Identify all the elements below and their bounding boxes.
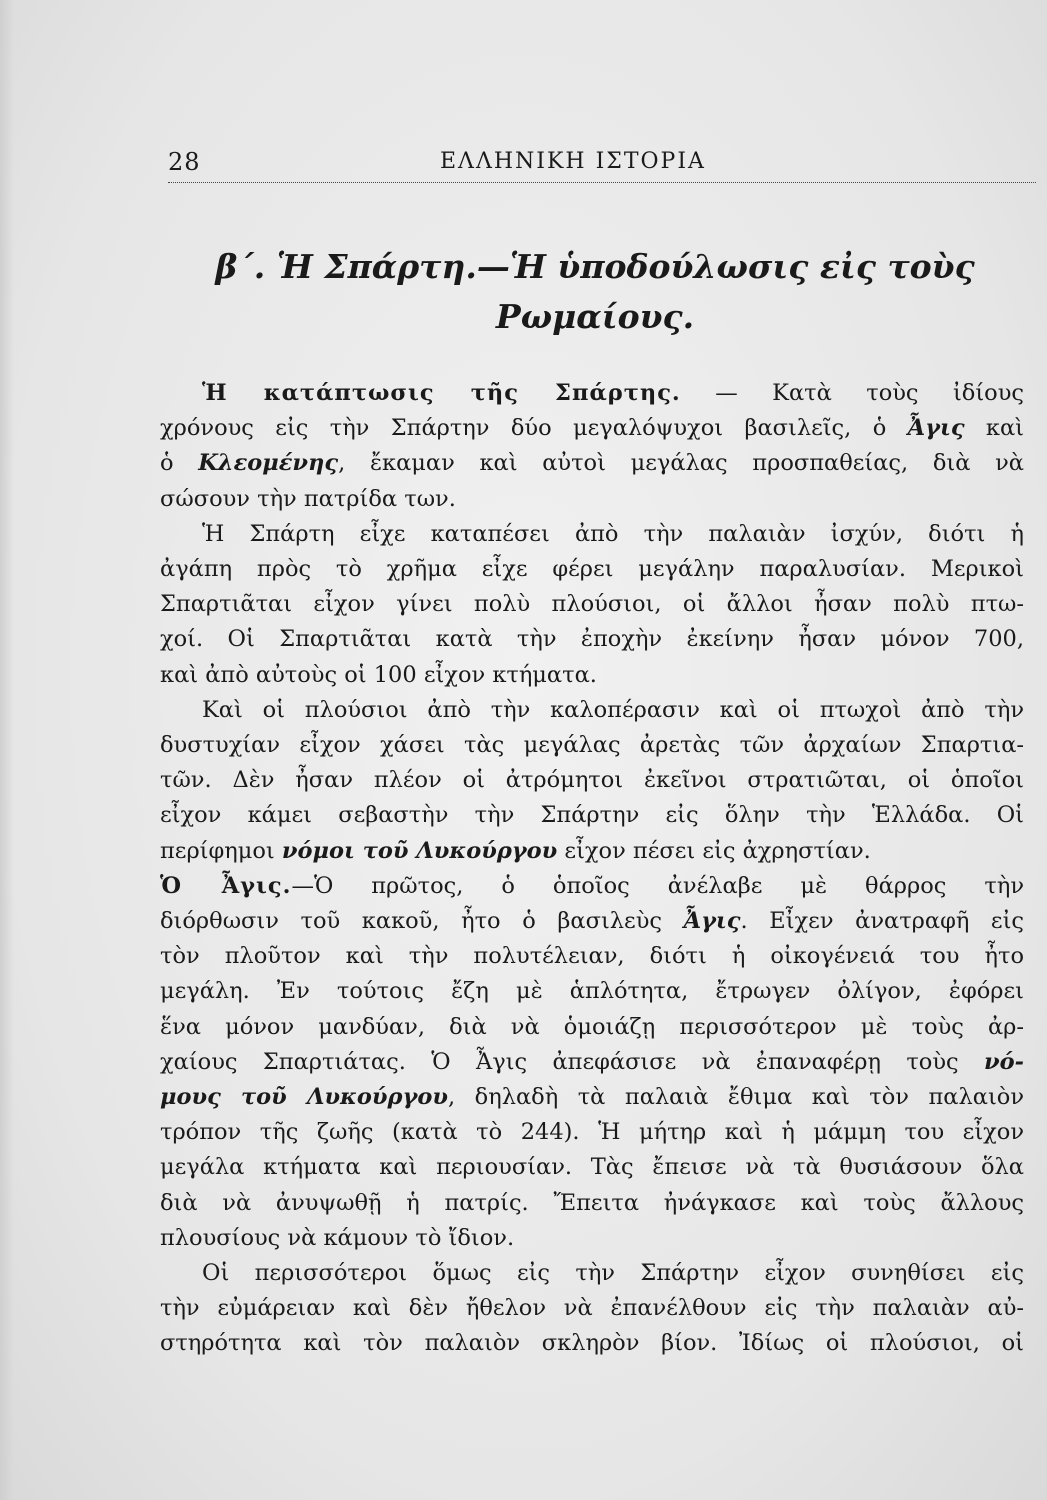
emphasis-name: Ἆγις <box>683 908 741 935</box>
text-line <box>160 1080 1024 1115</box>
text-line <box>160 587 1024 622</box>
text-run: εἶχον κάμει σεβαστὴν τὴν Σπάρτην εἰς ὅλην τὴν Ἑλλάδα. Οἱ <box>160 802 1024 829</box>
emphasis-laws: νό- <box>984 1048 1024 1075</box>
text-run: στηρότητα καὶ τὸν παλαιὸν σκληρὸν βίον. Ἰδίως οἱ πλούσιοι, οἱ <box>160 1330 1024 1357</box>
paragraph-1 <box>160 376 1024 517</box>
text-run: δυστυχίαν εἶχον χάσει τὰς μεγάλας ἀρετὰς τῶν ἀρχαίων Σπαρτια- <box>160 732 1024 759</box>
text-line <box>160 763 1024 798</box>
text-run: — Κατὰ τοὺς ἰδίους <box>680 380 1024 406</box>
text-run: ἀγάπη πρὸς τὸ χρῆμα εἶχε φέρει μεγάλην παραλυσίαν. Μερικοὶ <box>160 556 1024 583</box>
text-run: , δηλαδὴ τὰ παλαιὰ ἔθιμα καὶ τὸν παλαιὸν <box>447 1084 1025 1111</box>
text-line <box>160 1150 1024 1185</box>
text-run: ἕνα μόνον μανδύαν, διὰ νὰ ὁμοιάζῃ περισσότερον μὲ τοὺς ἀρ- <box>160 1013 1024 1040</box>
text-run: Οἱ περισσότεροι ὅμως εἰς τὴν Σπάρτην εἶχον συνηθίσει εἰς <box>202 1260 1024 1287</box>
text-line <box>160 1115 1024 1150</box>
text-line <box>160 1186 1024 1221</box>
text-run: τῶν. Δὲν ἦσαν πλέον οἱ ἀτρόμητοι ἐκεῖνοι στρατιῶται, οἱ ὁποῖοι <box>160 767 1024 794</box>
text-line <box>160 1256 1024 1291</box>
text-line <box>160 552 1024 587</box>
text-run: καὶ ἀπὸ αὐτοὺς οἱ 100 εἶχον κτήματα. <box>160 661 597 688</box>
page-shadow-edge <box>0 0 14 1500</box>
text-line <box>160 1326 1024 1361</box>
text-run: Καὶ οἱ πλούσιοι ἀπὸ τὴν καλοπέρασιν καὶ οἱ πτωχοὶ ἀπὸ τὴν <box>202 696 1024 723</box>
text-run: Ἡ Σπάρτη εἶχε καταπέσει ἀπὸ τὴν παλαιὰν ἰσχύν, διότι ἡ <box>202 520 1024 547</box>
text-line <box>160 411 1024 446</box>
text-run: σώσουν τὴν πατρίδα των. <box>160 485 456 512</box>
text-run: πλουσίους νὰ κάμουν τὸ ἴδιον. <box>160 1224 515 1251</box>
text-run: μεγάλα κτήματα καὶ περιουσίαν. Τὰς ἔπεισε νὰ τὰ θυσιάσουν ὅλα <box>160 1154 1024 1181</box>
text-run: τρόπον τῆς ζωῆς (κατὰ τὸ 244). Ἡ μήτηρ καὶ ἡ μάμμη του εἶχον <box>160 1119 1024 1146</box>
text-line <box>160 904 1024 939</box>
paragraph-3 <box>160 693 1024 869</box>
body-text <box>160 376 1024 1362</box>
text-line <box>160 376 1024 411</box>
text-run: . Εἶχεν ἀνατραφῆ εἰς <box>740 908 1025 935</box>
side-heading: Ὁ Ἆγις. <box>160 872 292 899</box>
text-run: Σπαρτιᾶται εἶχον γίνει πολὺ πλούσιοι, οἱ ἄλλοι ἦσαν πολὺ πτω- <box>160 591 1024 618</box>
paragraph-4 <box>160 869 1024 1256</box>
text-line <box>160 834 1024 869</box>
chapter-title-line-1: β΄. Ἡ Σπάρτη.—Ἡ ὑποδούλωσις εἰς τοὺς <box>215 247 975 286</box>
text-line <box>160 482 1024 517</box>
text-run: ὁ <box>160 450 199 477</box>
text-run: μεγάλη. Ἐν τούτοις ἔζη μὲ ἁπλότητα, ἔτρωγεν ὀλίγον, ἐφόρει <box>160 978 1024 1005</box>
chapter-title <box>160 242 1030 342</box>
text-line <box>160 869 1024 904</box>
page-number: 28 <box>168 148 201 176</box>
text-line <box>160 1045 1024 1080</box>
paragraph-2 <box>160 517 1024 693</box>
running-header-title: ΕΛΛΗΝΙΚΗ ΙΣΤΟΡΙΑ <box>440 149 706 174</box>
text-line <box>160 1010 1024 1045</box>
text-line <box>160 658 1024 693</box>
text-line <box>160 728 1024 763</box>
text-line <box>160 939 1024 974</box>
text-run: διὰ νὰ ἀνυψωθῇ ἡ πατρίς. Ἔπειτα ἠνάγκασε καὶ τοὺς ἄλλους <box>160 1189 1024 1216</box>
text-run: τὴν εὐμάρειαν καὶ δὲν ἤθελον νὰ ἐπανέλθουν εἰς τὴν παλαιὰν αὐ- <box>160 1295 1024 1322</box>
text-run: τὸν πλοῦτον καὶ τὴν πολυτέλειαν, διότι ἡ οἰκογένειά του ἦτο <box>160 943 1024 970</box>
text-line <box>160 1291 1024 1326</box>
paragraph-5 <box>160 1256 1024 1362</box>
text-line <box>160 1221 1024 1256</box>
text-run: περίφημοι <box>160 837 282 864</box>
text-run: καὶ <box>964 415 1025 442</box>
side-heading: Ἡ κατάπτωσις τῆς Σπάρτης. <box>202 380 681 406</box>
emphasis-laws: μους τοῦ Λυκούργου <box>160 1084 448 1111</box>
text-run: χαίους Σπαρτιάτας. Ὁ Ἆγις ἀπεφάσισε νὰ ἐπαναφέρῃ τοὺς <box>160 1048 985 1075</box>
text-run: εἶχον πέσει εἰς ἀχρηστίαν. <box>557 837 871 864</box>
text-line <box>160 693 1024 728</box>
text-run: —Ὁ πρῶτος, ὁ ὁποῖος ἀνέλαβε μὲ θάρρος τὴν <box>291 872 1025 899</box>
text-run: διόρθωσιν τοῦ κακοῦ, ἦτο ὁ βασιλεὺς <box>160 908 684 935</box>
text-line <box>160 798 1024 833</box>
text-run: χοί. Οἱ Σπαρτιᾶται κατὰ τὴν ἐποχὴν ἐκείνην ἦσαν μόνον 700, <box>160 626 1024 653</box>
text-run: , ἔκαμαν καὶ αὐτοὶ μεγάλας προσπαθείας, διὰ νὰ <box>338 450 1025 477</box>
text-line <box>160 517 1024 552</box>
text-line <box>160 974 1024 1009</box>
running-header <box>168 148 1036 183</box>
emphasis-name: Ἆγις <box>907 415 965 442</box>
emphasis-laws: νόμοι τοῦ Λυκούργου <box>281 837 558 864</box>
text-run: χρόνους εἰς τὴν Σπάρτην δύο μεγαλόψυχοι βασιλεῖς, ὁ <box>160 415 908 442</box>
chapter-title-line-2: Ρωμαίους. <box>495 297 695 336</box>
emphasis-name: Κλεομένης <box>198 450 339 477</box>
text-line <box>160 446 1024 481</box>
text-line <box>160 622 1024 657</box>
